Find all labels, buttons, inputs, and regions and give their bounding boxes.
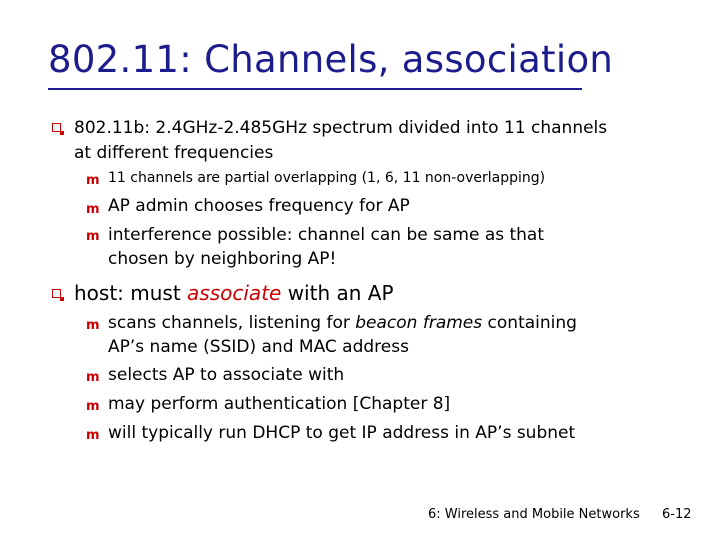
sub-bullet-text: may perform authentication [Chapter 8]: [108, 394, 451, 414]
square-bullet-icon: [52, 123, 61, 132]
square-bullet-icon: [52, 289, 61, 298]
sub-bullet-text: interference possible: channel can be same as that: [108, 225, 545, 245]
m-bullet-icon: m: [86, 229, 100, 244]
bullet-text: host: must associate with an AP: [74, 281, 394, 305]
sub-bullet-text: AP admin chooses frequency for AP: [108, 196, 410, 216]
sub-bullet-text: selects AP to associate with: [108, 365, 345, 385]
m-bullet-icon: m: [86, 399, 100, 414]
title-underline: [48, 88, 582, 90]
m-bullet-icon: m: [86, 370, 100, 385]
slide-title: 802.11: Channels, association: [48, 38, 614, 81]
sub-bullet-text: 11 channels are partial overlapping (1, 6, 11 non-overlapping): [108, 170, 546, 186]
m-bullet-icon: m: [86, 318, 100, 333]
footer-page-number: 6-12: [662, 507, 692, 522]
sub-bullet-text: chosen by neighboring AP!: [108, 249, 337, 269]
sub-bullet-text: scans channels, listening for beacon frames containing: [108, 313, 577, 333]
m-bullet-icon: m: [86, 173, 100, 188]
m-bullet-icon: m: [86, 202, 100, 217]
sub-bullet-text: AP’s name (SSID) and MAC address: [108, 337, 409, 357]
bullet-text: at different frequencies: [74, 143, 274, 163]
sub-bullet-text: will typically run DHCP to get IP address in AP’s subnet: [108, 423, 576, 443]
footer-chapter: 6: Wireless and Mobile Networks: [428, 507, 640, 522]
m-bullet-icon: m: [86, 428, 100, 443]
bullet-text: 802.11b: 2.4GHz-2.485GHz spectrum divided into 11 channels: [74, 118, 608, 138]
emphasis-text: associate: [187, 281, 282, 305]
